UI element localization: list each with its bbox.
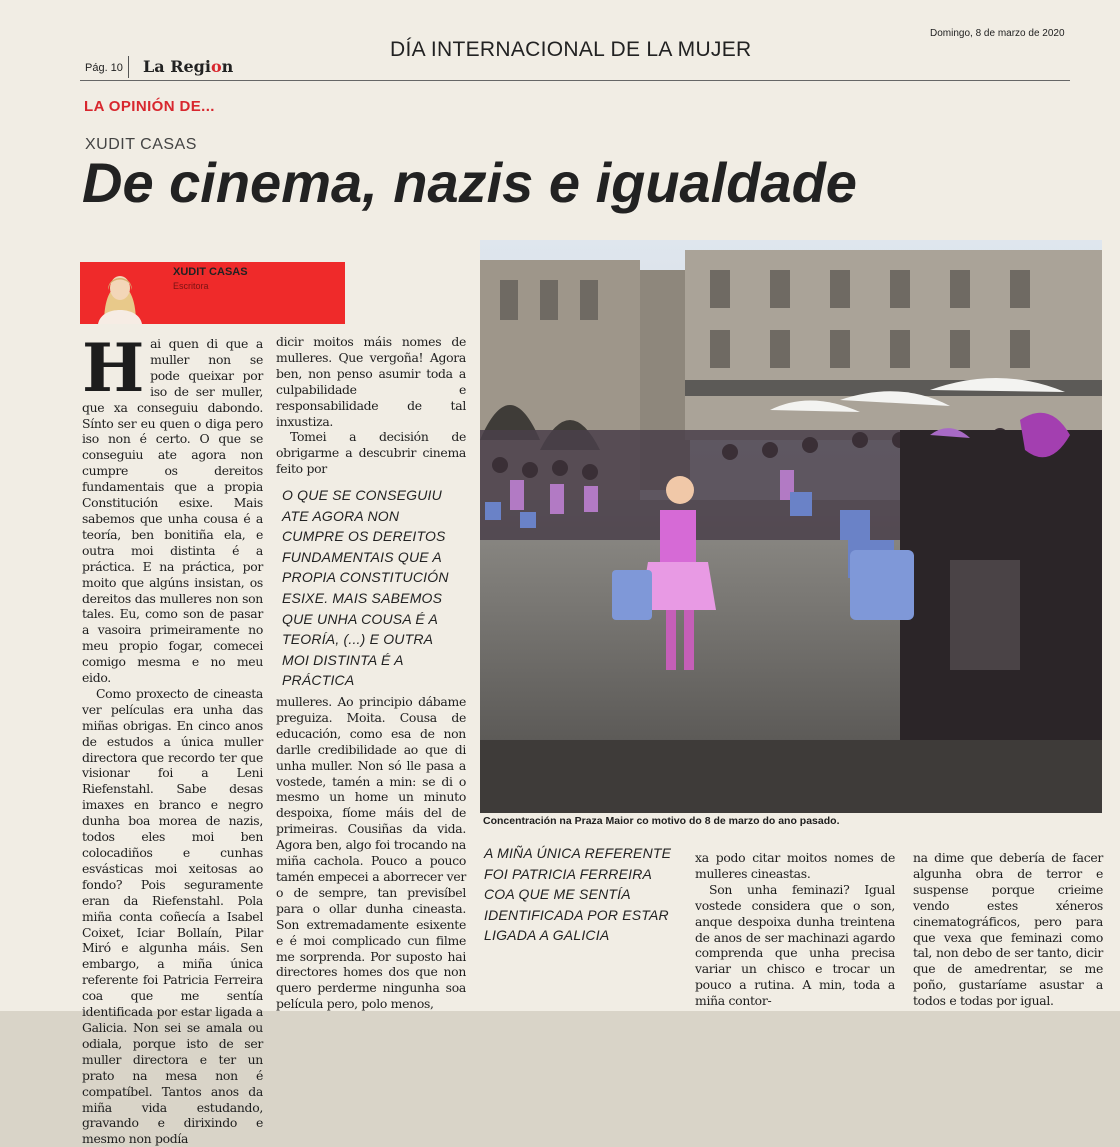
header-separator — [128, 56, 129, 78]
paragraph: Son unha feminazi? Igual vostede considera que o son, anque despoixa dunha treintena de anos de ser machinazi agardo comprenda que unha precisa variar un chisco e trocar un pouco a rutina. A min, toda a miña contor- — [695, 881, 895, 1009]
article-column-5 — [913, 850, 1103, 1009]
header-rule — [80, 80, 1070, 81]
paragraph: Como proxecto de cineasta ver películas era unha das miñas obrigas. En cinco anos de estudos a única muller directora que recordo ter que visionar foi a Leni Riefenstahl. Sabe desas imaxes en branco e negro dunha boa morea de nazis, todos eles moi ben colocadiños e cunhas esvásticas moi xeitosas ao fondo? Pois seguramente eran da Riefenstahl. Pola miña conta coñecía a Isabel Coixet, Iciar Bollaín, Pilar Miró e algunha máis. Sen embargo, a miña única referente foi Patricia Ferreira coa que me sentía identificada por estar ligada a Galicia. Non sei se amala ou odiala, porque isto de ser muller directora e ter un prato na mesa non é compatíbel. Tantos anos da miña vida estudando, gravando e dirixindo e mesmo non podía — [82, 685, 263, 1147]
article-column-4 — [695, 850, 895, 1009]
author-photo — [90, 264, 150, 324]
logo-text-start: La Regi — [143, 57, 211, 76]
photo-caption: Concentración na Praza Maior co motivo do 8 de marzo do ano pasado. — [483, 815, 840, 827]
paragraph: dicir moitos máis nomes de mulleres. Que vergoña! Agora ben, non penso asumir toda a culpabilidade e responsabilidade de tal inxustiza. — [276, 334, 466, 429]
pull-quote: O QUE SE CONSEGUIU ATE AGORA NON CUMPRE OS DEREITOS FUNDAMENTAIS QUE A PROPIA CONSTITUCIÓN ESIXE. MAIS SABEMOS QUE UNHA COUSA É A TEORÍA, (...) E OUTRA MOI DISTINTA É A PRÁCTICA — [282, 487, 449, 689]
article-column-2-bottom — [276, 694, 466, 1012]
article-photo — [480, 240, 1102, 813]
article-column-2-top — [276, 334, 466, 477]
issue-date: Domingo, 8 de marzo de 2020 — [930, 28, 1065, 39]
byline-box — [80, 262, 345, 324]
headline: De cinema, nazis e igualdade — [82, 151, 857, 214]
paragraph: mulleres. Ao principio dábame preguiza. Moita. Cousa de educación, como esa de non darlle credibilidade ao que di unha muller. Non só lle pasa a vostede, tamén a min: se di o mesmo un home un minuto despoixa, fíome máis del de primeiras. Cousiñas da vida. Agora ben, algo foi trocando na miña cachola. Pouco a pouco tamén empecei a aborrecer ver o de sempre, tan previsíbel para o ollar dunha cineasta. Son extremadamente esixente e é moi complicado cun filme me sorprenda. Por suposto hai directores homes dos que non quero perderme ningunha soa película pero, polo menos, — [276, 694, 466, 1012]
newspaper-logo — [143, 57, 233, 76]
paragraph: xa podo citar moitos nomes de mulleres cineastas. — [695, 850, 895, 881]
logo-text-end: n — [221, 57, 234, 76]
byline-name: XUDIT CASAS — [173, 266, 248, 278]
byline-role: Escritora — [173, 281, 209, 291]
photo-demonstration — [480, 240, 1102, 813]
pull-quote: A MIÑA ÚNICA REFERENTE FOI PATRICIA FERREIRA COA QUE ME SENTÍA IDENTIFICADA POR ESTAR LIGADA A GALICIA — [484, 845, 672, 944]
paragraph: Tomei a decisión de obrigarme a descubrir cinema feito por — [276, 429, 466, 477]
paragraph: na dime que debería de facer algunha obra de terror e suspense porque crieime vendo estes xéneros cinematográficos, pero para que vexa que feminazi como tal, non debo de ser tanto, dicir que de amedrentar, se me poño, gustaríame asustar a todos e todas por igual. — [913, 850, 1103, 1009]
section-title: DÍA INTERNACIONAL DE LA MUJER — [390, 38, 752, 61]
section-kicker: LA OPINIÓN DE... — [84, 98, 215, 115]
author-name: XUDIT CASAS — [85, 136, 197, 153]
paragraph: ai quen di que a muller non se pode queixar por iso de ser muller, que xa conseguiu dabondo. Sínto ser eu quen o diga pero iso non é certo. O que se conseguiu ate agora non cumpre os dereitos fundamentais que a propia Constitución esixe. Mais sabemos que unha cousa é a teoría, ben bonitiña ela, e outra moi distinta é a práctica. E na práctica, por moito que algúns insistan, os dereitos das mulleres non son tales. Eu, como son de pasar a vasoira primeiramente no meu propio fogar, comecei comigo mesma e no meu eido. — [82, 336, 263, 686]
article-column-1 — [82, 329, 263, 1147]
drop-cap: H — [82, 329, 145, 407]
page-number: Pág. 10 — [85, 62, 123, 74]
logo-red-o: o — [210, 57, 222, 76]
